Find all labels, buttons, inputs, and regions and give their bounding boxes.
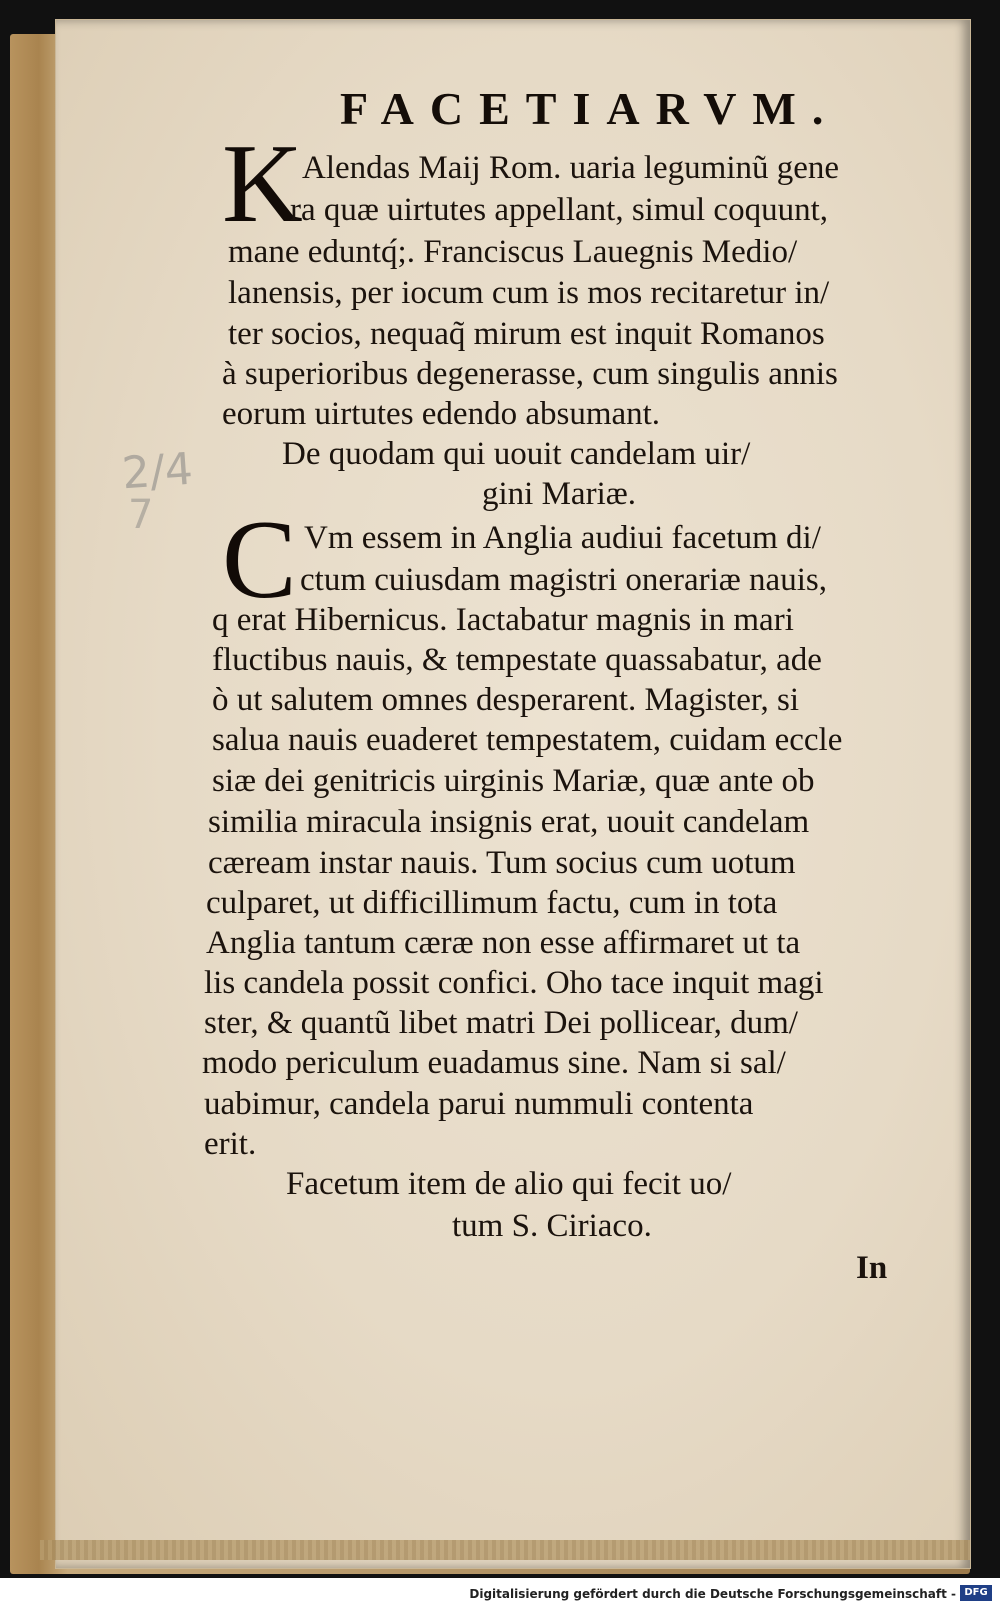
text-line: lis candela possit confici. Oho tace inquit magi <box>204 965 824 1001</box>
text-line: ter socios, nequaq̃ mirum est inquit Romanos <box>228 316 825 352</box>
text-line: Alendas Maij Rom. uaria leguminũ gene <box>302 150 840 186</box>
drop-capital-c: C <box>222 498 297 622</box>
footer-credit: Digitalisierung gefördert durch die Deutsche Forschungsgemeinschaft - <box>469 1587 956 1601</box>
drop-capital-k: K <box>222 122 303 246</box>
text-line: salua nauis euaderet tempestatem, cuidam eccle <box>212 722 843 758</box>
text-line: Vm essem in Anglia audiui facetum di/ <box>304 520 821 556</box>
text-line: erit. <box>204 1126 257 1162</box>
running-head: FACETIARVM. <box>340 83 840 134</box>
text-line: mane eduntq́;. Franciscus Lauegnis Medio/ <box>228 234 798 270</box>
text-line: Anglia tantum cæræ non esse affirmaret ut ta <box>206 925 801 961</box>
text-line: uabimur, candela parui nummuli contenta <box>204 1086 754 1122</box>
text-line: ò ut salutem omnes desperarent. Magister, si <box>212 682 800 718</box>
text-line: fluctibus nauis, & tempestate quassabatur, ade <box>212 642 822 678</box>
text-line: lanensis, per iocum cum is mos recitaretur in/ <box>228 275 830 311</box>
section-heading: De quodam qui uouit candelam uir/ <box>282 436 751 472</box>
pencil-annotation-2: 7 <box>128 492 154 538</box>
text-line: cæream instar nauis. Tum socius cum uotum <box>208 845 796 881</box>
text-line: siæ dei genitricis uirginis Mariæ, quæ ante ob <box>212 763 815 799</box>
dfg-logo: DFG <box>960 1585 992 1601</box>
text-line: q erat Hibernicus. Iactabatur magnis in mari <box>212 602 794 638</box>
text-line: à superioribus degenerasse, cum singulis annis <box>222 356 838 392</box>
section-heading: tum S. Ciriaco. <box>452 1208 652 1244</box>
section-heading: Facetum item de alio qui fecit uo/ <box>286 1166 732 1202</box>
text-line: modo periculum euadamus sine. Nam si sal/ <box>202 1045 786 1081</box>
pencil-annotation: 2/4 <box>120 443 195 500</box>
text-line: ra quæ uirtutes appellant, simul coquunt, <box>290 192 828 228</box>
section-heading: gini Mariæ. <box>482 476 636 512</box>
text-line: similia miracula insignis erat, uouit candelam <box>208 804 810 840</box>
catchword: In <box>856 1250 888 1286</box>
text-line: ster, & quantũ libet matri Dei pollicear, dum/ <box>204 1005 798 1041</box>
text-line: culparet, ut difficillimum factu, cum in tota <box>206 885 778 921</box>
text-line: eorum uirtutes edendo absumant. <box>222 396 661 432</box>
page-edge <box>40 1540 970 1560</box>
text-line: ctum cuiusdam magistri onerariæ nauis, <box>300 562 827 598</box>
